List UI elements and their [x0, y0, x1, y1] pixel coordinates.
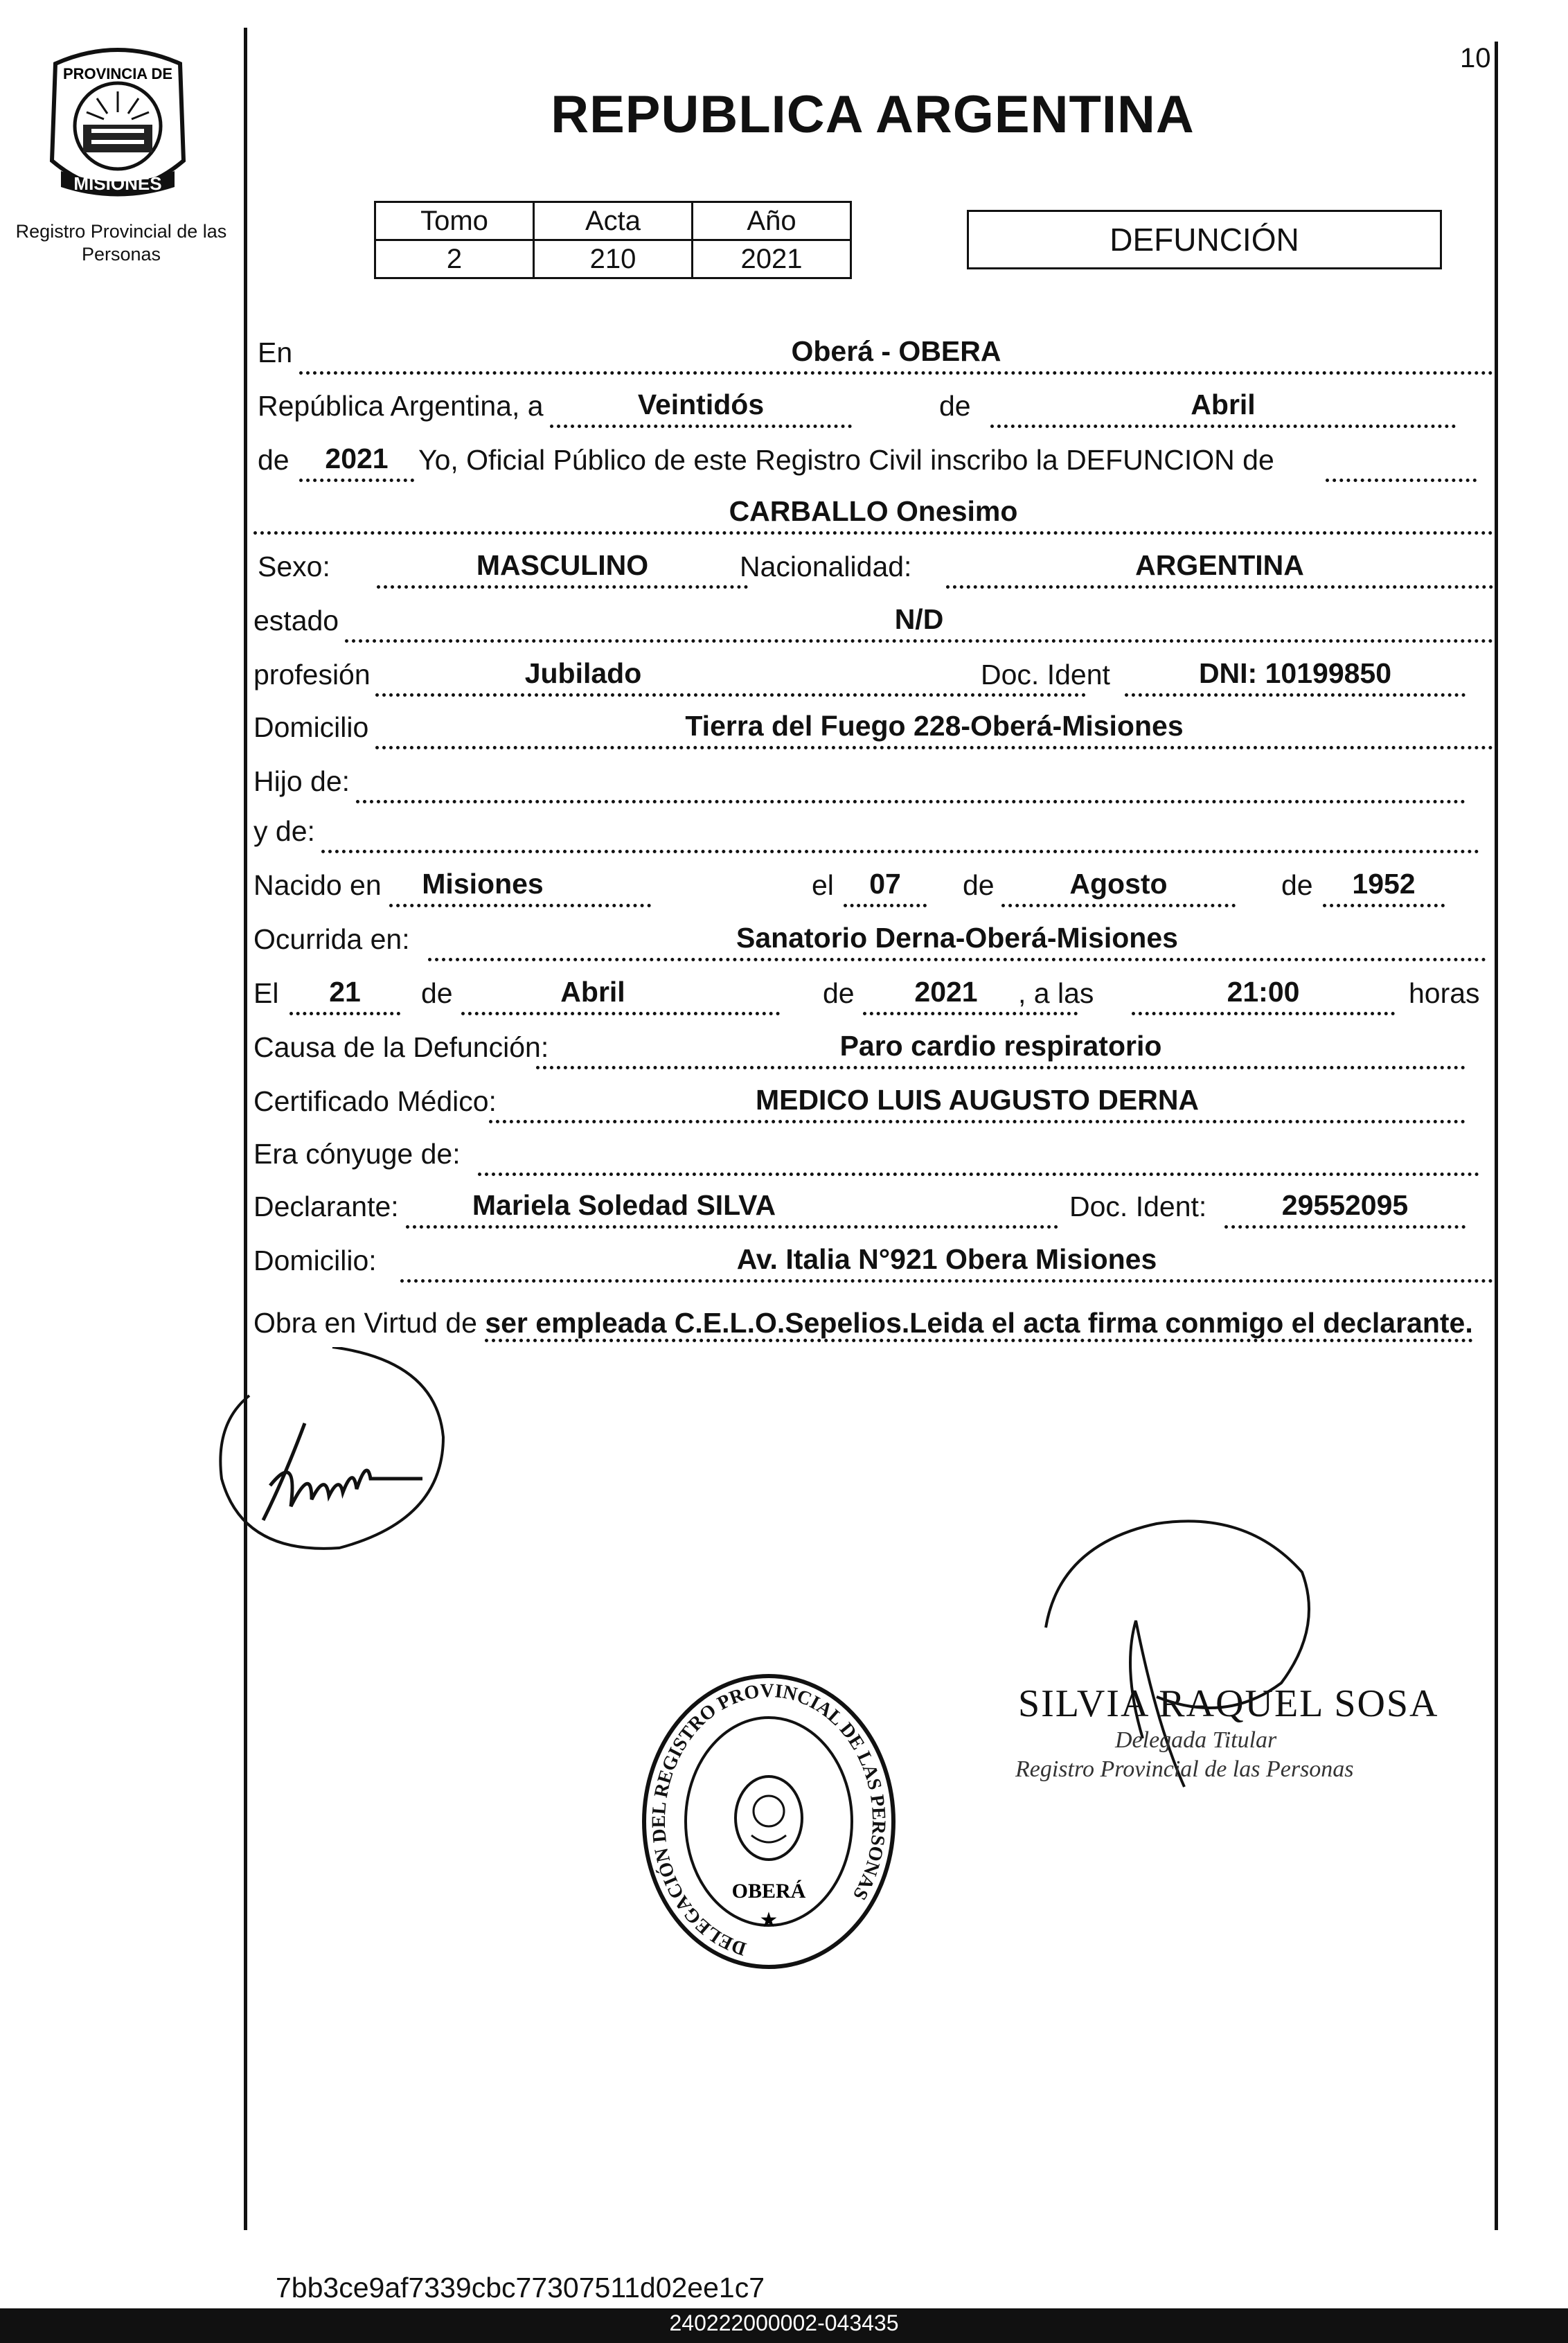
- sexo-label: Sexo:: [258, 551, 330, 582]
- ocurrida-label: Ocurrida en:: [253, 923, 410, 955]
- row-birth: [253, 862, 1493, 910]
- left-margin-line: [244, 28, 247, 2230]
- en-label: En: [258, 337, 293, 368]
- ocurrida-value: Sanatorio Derna-Oberá-Misiones: [736, 922, 1178, 954]
- row-y-de: [253, 808, 1493, 856]
- logo-text-top: PROVINCIA DE: [62, 65, 173, 82]
- registry-value-row: [375, 240, 851, 278]
- document-hash: 7bb3ce9af7339cbc77307511d02ee1c7: [276, 2272, 765, 2304]
- row-sex-nationality: [253, 543, 1493, 591]
- row-conyuge: [253, 1130, 1493, 1179]
- birth-year-value: 1952: [1352, 868, 1416, 900]
- official-signature: [1018, 1517, 1378, 1835]
- row-ocurrida: [253, 916, 1493, 964]
- el-label: el: [812, 869, 834, 901]
- causa-value: Paro cardio respiratorio: [839, 1030, 1162, 1062]
- row-death-date: [253, 970, 1493, 1018]
- de-death-month-label: de: [421, 977, 453, 1009]
- row-domicilio: [253, 704, 1493, 752]
- de-year-label: de: [258, 444, 289, 476]
- row-place: [253, 329, 1493, 377]
- official-seal: [637, 1669, 900, 1974]
- domicilio-label: Domicilio: [253, 711, 369, 743]
- misiones-coat-of-arms-logo: [42, 43, 194, 209]
- domicilio-value: Tierra del Fuego 228-Oberá-Misiones: [685, 710, 1184, 742]
- row-certificado: [253, 1078, 1493, 1126]
- page-title: REPUBLICA ARGENTINA: [551, 85, 1195, 144]
- profesion-value: Jubilado: [524, 657, 642, 689]
- official-org: Registro Provincial de las Personas: [1015, 1756, 1354, 1782]
- seal-ring-text: DELEGACIÓN DEL REGISTRO PROVINCIAL DE LAS PERSONAS: [648, 1680, 890, 1960]
- birth-day-value: 07: [869, 868, 901, 900]
- el2-label: El: [253, 977, 279, 1009]
- month-value: Abril: [1191, 389, 1256, 420]
- acta-value: 210: [534, 240, 693, 278]
- ano-header: Año: [693, 202, 851, 240]
- death-day-value: 21: [329, 976, 361, 1008]
- decl-doc-label: Doc. Ident:: [1069, 1191, 1207, 1222]
- de-death-year-label: de: [823, 977, 855, 1009]
- row-estado: [253, 597, 1493, 645]
- obra-value: ser empleada C.E.L.O.Sepelios.Leida el acta firma conmigo el declarante.: [485, 1307, 1472, 1342]
- death-month-value: Abril: [560, 976, 625, 1008]
- profesion-label: profesión: [253, 659, 371, 691]
- republica-label: República Argentina, a: [258, 390, 544, 422]
- row-declarante: [253, 1183, 1493, 1231]
- tomo-header: Tomo: [375, 202, 534, 240]
- declarante-label: Declarante:: [253, 1191, 399, 1222]
- row-profession: [253, 651, 1493, 700]
- doc-ident-value: DNI: 10199850: [1198, 657, 1392, 689]
- ano-value: 2021: [693, 240, 851, 278]
- nacido-label: Nacido en: [253, 869, 382, 901]
- year-value: 2021: [325, 443, 389, 474]
- place-value: Oberá - OBERA: [791, 335, 1001, 367]
- de-birth-year-label: de: [1281, 869, 1313, 901]
- horas-label: horas: [1409, 977, 1480, 1009]
- official-name: SILVIA RAQUEL SOSA: [1018, 1682, 1439, 1725]
- sexo-value: MASCULINO: [476, 549, 649, 581]
- row-statement: [253, 436, 1493, 485]
- nacionalidad-label: Nacionalidad:: [740, 551, 912, 582]
- seal-center-text: OBERÁ: [731, 1880, 806, 1903]
- certificado-value: MEDICO LUIS AUGUSTO DERNA: [755, 1084, 1200, 1116]
- causa-label: Causa de la Defunción:: [253, 1031, 549, 1063]
- row-date: [253, 382, 1493, 431]
- declarant-signature: [215, 1347, 478, 1576]
- row-hijo-de: [253, 758, 1493, 806]
- nacionalidad-value: ARGENTINA: [1135, 549, 1304, 581]
- logo-text-bottom: MISIONES: [73, 173, 162, 194]
- death-year-value: 2021: [914, 976, 978, 1008]
- row-deceased-name: [253, 489, 1493, 537]
- obra-paragraph: [253, 1303, 1493, 1342]
- deceased-name-value: CARBALLO Onesimo: [729, 495, 1018, 527]
- record-type-box: DEFUNCIÓN: [967, 210, 1442, 269]
- svg-text:★: ★: [759, 1909, 778, 1932]
- row-decl-domicilio: [253, 1237, 1493, 1285]
- nacido-en-value: Misiones: [422, 868, 544, 900]
- death-time-value: 21:00: [1227, 976, 1300, 1008]
- de-birth-month-label: de: [963, 869, 995, 901]
- hijo-de-label: Hijo de:: [253, 765, 350, 797]
- decl-doc-value: 29552095: [1281, 1189, 1409, 1221]
- decl-domicilio-value: Av. Italia N°921 Obera Misiones: [736, 1243, 1157, 1275]
- estado-value: N/D: [894, 603, 944, 635]
- conyuge-label: Era cónyuge de:: [253, 1138, 461, 1170]
- a-las-label: , a las: [1018, 977, 1094, 1009]
- tomo-value: 2: [375, 240, 534, 278]
- birth-month-value: Agosto: [1069, 868, 1168, 900]
- y-de-label: y de:: [253, 815, 315, 847]
- decl-domicilio-label: Domicilio:: [253, 1245, 377, 1276]
- doc-ident-label: Doc. Ident: [977, 659, 1114, 691]
- estado-label: estado: [253, 605, 339, 636]
- document-id: 240222000002-043435: [669, 2310, 899, 2335]
- registry-header-row: [375, 202, 851, 240]
- logo-caption: Registro Provincial de las Personas: [15, 221, 227, 265]
- declarante-value: Mariela Soledad SILVA: [472, 1189, 776, 1221]
- row-causa: [253, 1024, 1493, 1072]
- day-words-value: Veintidós: [637, 389, 765, 420]
- acta-header: Acta: [534, 202, 693, 240]
- registry-table: [374, 201, 852, 279]
- page-number: 10: [1460, 43, 1491, 73]
- right-margin-line: [1495, 42, 1498, 2230]
- certificado-label: Certificado Médico:: [253, 1085, 497, 1117]
- statement-text: Yo, Oficial Público de este Registro Civil inscribo la DEFUNCION de: [418, 444, 1274, 476]
- official-role: Delegada Titular: [1115, 1727, 1277, 1753]
- obra-label: Obra en Virtud de: [253, 1307, 477, 1339]
- de-label: de: [939, 390, 971, 422]
